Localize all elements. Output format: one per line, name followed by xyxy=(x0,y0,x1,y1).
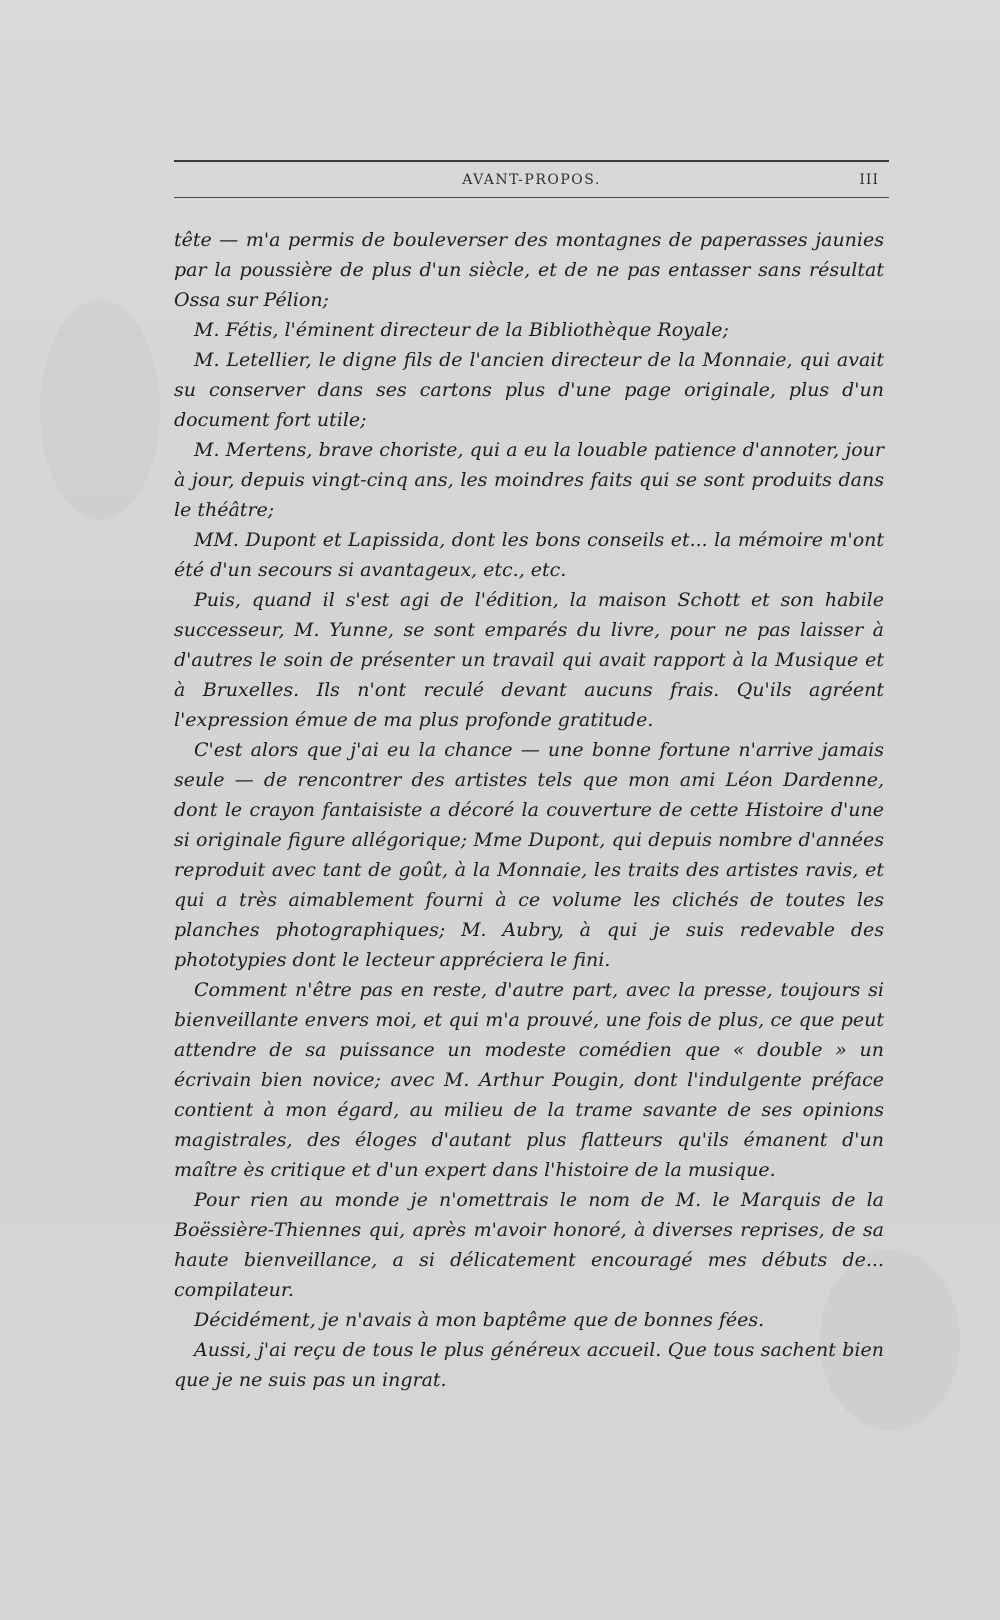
running-title: AVANT-PROPOS. xyxy=(462,172,601,188)
paragraph: Décidément, je n'avais à mon baptême que de bonnes fées. xyxy=(194,1309,765,1331)
paragraph: C'est alors que j'ai eu la chance — une bonne fortune n'arrive jamais seule — de rencontrer des artistes tels que mon ami Léon Dardenne, dont le crayon fantaisiste a décoré la couverture de cette Histoire d'une si originale figure allégorique; Mme Dupont, qui depuis nombre d'années reproduit avec tant de goût, à la Monnaie, les traits des artistes ravis, et qui a très aimablement fourni à ce volume les clichés de toutes les planches photographiques; M. Aubry, à qui je suis redevable des phototypies dont le lecteur appréciera le fini. xyxy=(174,739,884,971)
paragraph: M. Mertens, brave choriste, qui a eu la louable patience d'annoter, jour à jour, depuis vingt-cinq ans, les moindres faits qui se sont produits dans le théâtre; xyxy=(174,439,884,521)
paragraph: MM. Dupont et Lapissida, dont les bons conseils et... la mémoire m'ont été d'un secours si avantageux, etc., etc. xyxy=(174,529,884,581)
paragraph: Aussi, j'ai reçu de tous le plus généreux accueil. Que tous sachent bien que je ne suis pas un ingrat. xyxy=(174,1339,884,1391)
paragraph: M. Fétis, l'éminent directeur de la Bibliothèque Royale; xyxy=(194,319,729,341)
header-rule-bottom xyxy=(174,197,889,198)
paragraph: tête — m'a permis de bouleverser des montagnes de paperasses jaunies par la poussière de plus d'un siècle, et de ne pas entasser sans résultat Ossa sur Pélion; xyxy=(174,229,884,311)
paragraph: Comment n'être pas en reste, d'autre part, avec la presse, toujours si bienveillante envers moi, et qui m'a prouvé, une fois de plus, ce que peut attendre de sa puissance un modeste comédien que « double » un écrivain bien novice; avec M. Arthur Pougin, dont l'indulgente préface contient à mon égard, au milieu de la trame savante de ses opinions magistrales, des éloges d'autant plus flatteurs qu'ils émanent d'un maître ès critique et d'un expert dans l'histoire de la musique. xyxy=(174,979,884,1181)
body-text xyxy=(174,225,884,1395)
paragraph: Pour rien au monde je n'omettrais le nom de M. le Marquis de la Boëssière-Thiennes qui, après m'avoir honoré, à diverses reprises, de sa haute bienveillance, a si délicatement encouragé mes débuts de... compilateur. xyxy=(174,1189,884,1301)
running-head xyxy=(174,172,889,192)
paragraph: Puis, quand il s'est agi de l'édition, la maison Schott et son habile successeur, M. Yunne, se sont emparés du livre, pour ne pas laisser à d'autres le soin de présenter un travail qui avait rapport à la Musique et à Bruxelles. Ils n'ont reculé devant aucuns frais. Qu'ils agréent l'expression émue de ma plus profonde gratitude. xyxy=(174,589,884,731)
paragraph: M. Letellier, le digne fils de l'ancien directeur de la Monnaie, qui avait su conserver dans ses cartons plus d'une page originale, plus d'un document fort utile; xyxy=(174,349,884,431)
page-number: III xyxy=(859,172,879,188)
paper-stain xyxy=(40,300,160,520)
header-rule-top xyxy=(174,160,889,162)
